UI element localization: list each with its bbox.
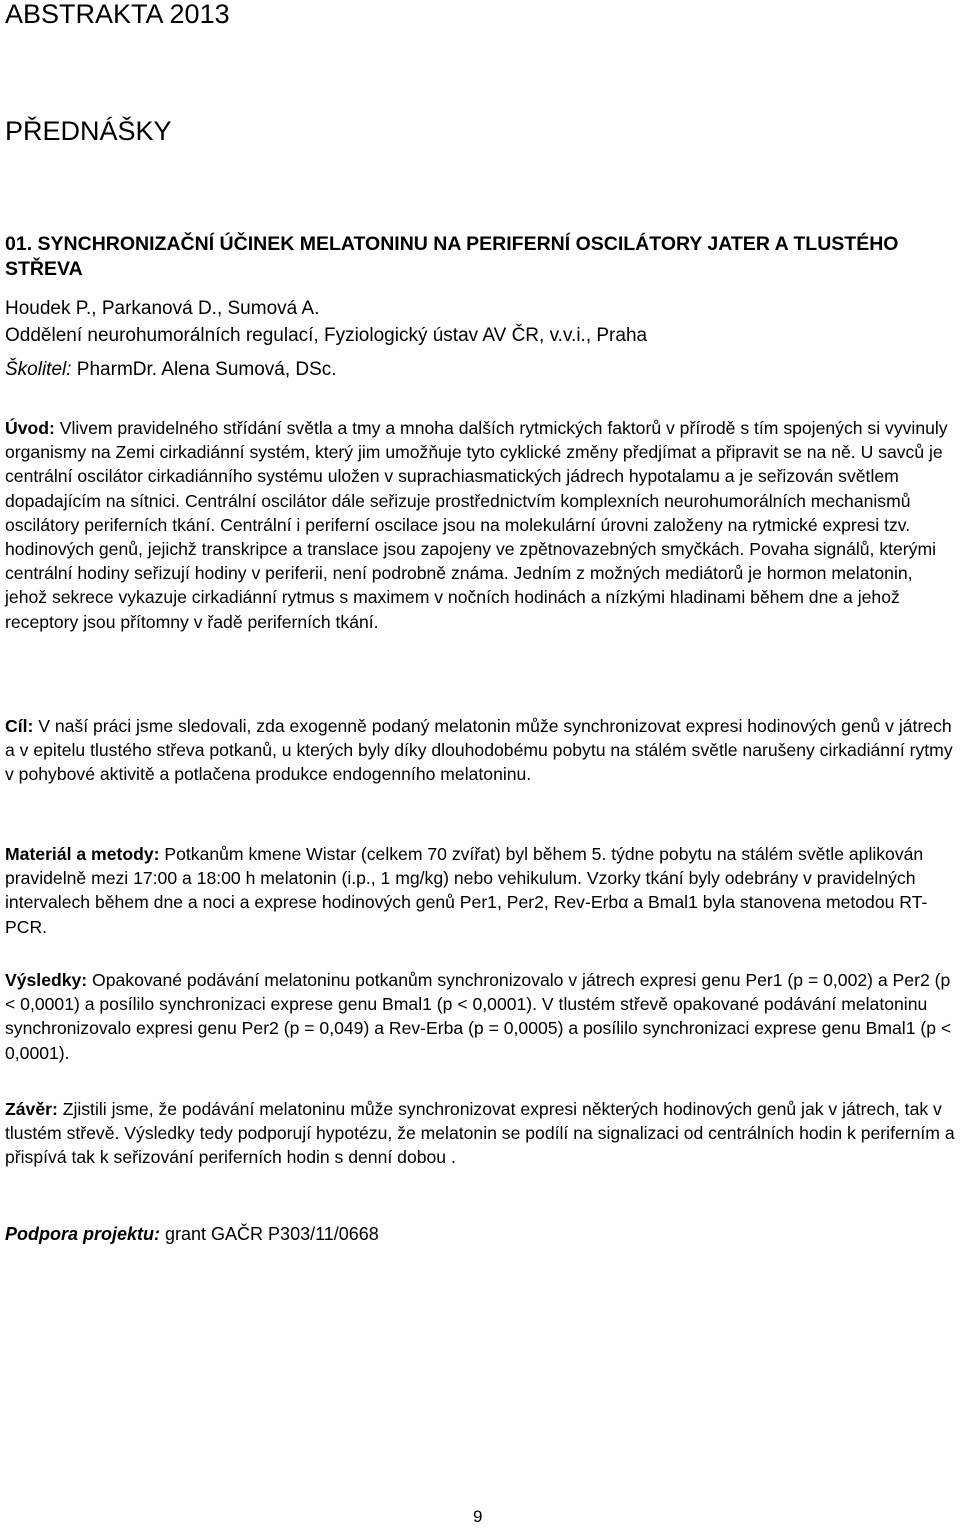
supervisor-name: PharmDr. Alena Sumová, DSc. — [71, 359, 337, 380]
document-title: ABSTRAKTA 2013 — [5, 0, 230, 29]
grant-text: grant GAČR P303/11/0668 — [160, 1224, 379, 1244]
aim-text: V naší práci jsme sledovali, zda exogenně podaný melatonin může synchronizovat expresi hodinových genů v játrech a v epitelu tlustého střeva potkanů, u kterých byly díky dlouhodobému pobytu na stálém světle narušeny cirkadiánní rytmy v pohybové aktivitě a potlačena produkce endogenního melatoninu. — [5, 716, 953, 785]
intro-text: Vlivem pravidelného střídání světla a tmy a mnoha dalších rytmických faktorů v přírodě s tím spojených si vyvinuly organismy na Zemi cirkadiánní systém, který jim umožňuje tyto cyklické změny předjímat a připravit se na ně. U savců je centrální oscilátor cirkadiánního systému uložen v suprachiasmatických jádrech hypotalamu a je seřizován světlem dopadajícím na sítnici. Centrální oscilátor dále seřizuje prostřednictvím komplexních neurohumorálních mechanismů oscilátory periferních tkání. Centrální i periferní oscilace jsou na molekulární úrovni založeny na rytmické expresi tzv. hodinových genů, jejichž transkripce a translace jsou zapojeny ve zpětnovazebných smyčkách. Povaha signálů, kterými centrální hodiny seřizují hodiny v periferii, není podrobně známa. Jedním z možných mediátorů je hormon melatonin, jehož sekrece vykazuje cirkadiánní rytmus s maximem v nočních hodinách a nízkými hladinami během dne a jehož receptory jsou přítomny v řadě periferních tkání. — [5, 418, 948, 632]
aim-paragraph — [5, 714, 955, 787]
authors: Houdek P., Parkanová D., Sumová A. — [5, 298, 320, 319]
conclusion-text: Zjistili jsme, že podávání melatoninu může synchronizovat expresi některých hodinových genů jak v játrech, tak v tlustém střevě. Výsledky tedy podporují hypotézu, že melatonin se podílí na signalizaci od centrálních hodin k periferním a přispívá tak k seřizování periferních hodin s denní dobou . — [5, 1099, 955, 1168]
affiliation: Oddělení neurohumorálních regulací, Fyziologický ústav AV ČR, v.v.i., Praha — [5, 325, 648, 346]
grant-label: Podpora projektu: — [5, 1224, 161, 1244]
supervisor — [5, 358, 337, 382]
results-label: Výsledky: — [5, 970, 88, 990]
section-heading: PŘEDNÁŠKY — [5, 116, 172, 146]
grant-paragraph — [5, 1222, 955, 1246]
intro-paragraph — [5, 416, 955, 634]
conclusion-label: Závěr: — [5, 1099, 58, 1119]
page-number: 9 — [473, 1507, 483, 1526]
conclusion-paragraph — [5, 1097, 955, 1170]
results-text: Opakované podávání melatoninu potkanům synchronizovalo v játrech expresi genu Per1 (p = 0,002) a Per2 (p < 0,0001) a posílilo synchronizaci exprese genu Bmal1 (p < 0,0001). V tlustém střevě opakované podávání melatoninu synchronizovalo expresi genu Per2 (p = 0,049) a Rev-Erba (p = 0,0005) a posílilo synchronizaci exprese genu Bmal1 (p < 0,0001). — [5, 970, 952, 1063]
methods-label: Materiál a metody: — [5, 844, 160, 864]
methods-paragraph — [5, 842, 955, 939]
supervisor-label: Školitel: — [5, 359, 72, 380]
abstract-title: 01. SYNCHRONIZAČNÍ ÚČINEK MELATONINU NA PERIFERNÍ OSCILÁTORY JATER A TLUSTÉHO STŘEVA — [5, 233, 899, 280]
intro-label: Úvod: — [5, 418, 55, 438]
methods-text: Potkanům kmene Wistar (celkem 70 zvířat) byl během 5. týdne pobytu na stálém světle aplikován pravidelně mezi 17:00 a 18:00 h melatonin (i.p., 1 mg/kg) nebo vehikulum. Vzorky tkání byly odebrány v pravidelných intervalech během dne a noci a exprese hodinových genů Per1, Per2, Rev-Erbα a Bmal1 byla stanovena metodou RT-PCR. — [5, 844, 928, 937]
aim-label: Cíl: — [5, 716, 34, 736]
results-paragraph — [5, 968, 955, 1065]
